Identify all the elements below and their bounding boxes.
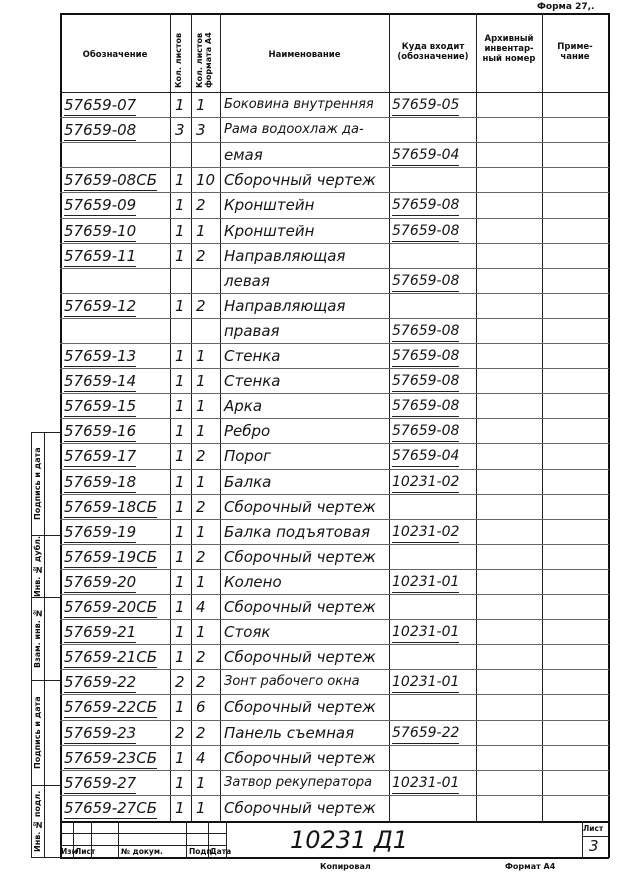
cell-q2: 2 xyxy=(196,247,206,265)
row-line xyxy=(60,343,609,344)
cell-des: 57659-19СБ xyxy=(64,548,157,566)
row-line xyxy=(60,795,609,796)
cell-q2: 4 xyxy=(196,598,206,616)
cell-q1: 1 xyxy=(175,297,185,315)
cell-name: Сборочный чертеж xyxy=(224,548,376,566)
cell-des: 57659-23СБ xyxy=(64,749,157,767)
cell-q1: 1 xyxy=(175,247,185,265)
cell-des: 57659-09 xyxy=(64,196,137,214)
row-line xyxy=(60,669,609,670)
cell-into: 57659-05 xyxy=(392,95,459,116)
side-label-inv-orig: Инв. № подл. xyxy=(33,790,42,852)
cell-name: емая xyxy=(224,146,263,164)
stamp-sheet: Лист xyxy=(75,847,96,856)
cell-q2: 1 xyxy=(196,96,206,114)
stamp-date: Дата xyxy=(210,847,232,856)
cell-into: 10231-01 xyxy=(392,672,459,693)
row-line xyxy=(60,218,609,219)
cell-q2: 2 xyxy=(196,648,206,666)
cell-q2: 2 xyxy=(196,498,206,516)
cell-des: 57659-08 xyxy=(64,121,137,139)
cell-des: 57659-22 xyxy=(64,673,137,691)
row-line xyxy=(60,745,609,746)
cell-name: Балка подъятовая xyxy=(224,523,371,541)
cell-des: 57659-18 xyxy=(64,473,137,491)
cell-des: 57659-20 xyxy=(64,573,137,591)
cell-name: Панель съемная xyxy=(224,724,355,742)
col-line-4 xyxy=(389,13,390,821)
cell-into: 57659-08 xyxy=(392,221,459,242)
cell-q2: 1 xyxy=(196,473,206,491)
col-line-3 xyxy=(220,13,221,821)
side-strip-left xyxy=(31,432,32,857)
cell-name: Сборочный чертеж xyxy=(224,799,376,817)
stamp-change: Изм xyxy=(61,847,78,856)
cell-into: 10231-01 xyxy=(392,773,459,794)
cell-q2: 1 xyxy=(196,774,206,792)
cell-q1: 1 xyxy=(175,774,185,792)
header-qty-sheets-a4: Кол. листов формата А4 xyxy=(195,32,213,88)
row-line xyxy=(60,443,609,444)
cell-into: 10231-01 xyxy=(392,622,459,643)
cell-q2: 2 xyxy=(196,447,206,465)
cell-q1: 1 xyxy=(175,648,185,666)
cell-des: 57659-19 xyxy=(64,523,137,541)
cell-into: 57659-08 xyxy=(392,346,459,367)
side-label-replace-inv: Взам. инв. № xyxy=(33,608,42,669)
side-label-inv-dup: Инв. № дубл. xyxy=(33,535,42,597)
col-line-2 xyxy=(191,13,192,821)
row-line xyxy=(60,720,609,721)
row-line xyxy=(60,770,609,771)
cell-des: 57659-15 xyxy=(64,397,137,415)
cell-name: левая xyxy=(224,272,270,290)
cell-q1: 1 xyxy=(175,372,185,390)
cell-q1: 1 xyxy=(175,623,185,641)
header-name: Наименование xyxy=(268,50,341,60)
row-line xyxy=(60,117,609,118)
frame-bottom xyxy=(60,857,609,859)
cell-q2: 1 xyxy=(196,347,206,365)
cell-q2: 2 xyxy=(196,673,206,691)
cell-q2: 2 xyxy=(196,548,206,566)
frame-right xyxy=(608,13,610,858)
cell-name: Сборочный чертеж xyxy=(224,171,376,189)
cell-q2: 1 xyxy=(196,422,206,440)
cell-des: 57659-23 xyxy=(64,724,137,742)
cell-des: 57659-27 xyxy=(64,774,137,792)
cell-name: Кронштейн xyxy=(224,222,315,240)
cell-name: Направляющая xyxy=(224,247,346,265)
cell-q2: 2 xyxy=(196,724,206,742)
row-line xyxy=(60,368,609,369)
cell-q2: 10 xyxy=(196,171,216,189)
cell-q2: 1 xyxy=(196,397,206,415)
cell-q2: 1 xyxy=(196,799,206,817)
cell-name: Направляющая xyxy=(224,297,346,315)
cell-q1: 1 xyxy=(175,498,185,516)
cell-name: Колено xyxy=(224,573,282,591)
cell-name: Затвор рекуператора xyxy=(224,775,373,790)
row-line xyxy=(60,393,609,394)
cell-des: 57659-11 xyxy=(64,247,137,265)
cell-des: 57659-12 xyxy=(64,297,137,315)
frame-left xyxy=(60,13,62,858)
cell-q2: 2 xyxy=(196,196,206,214)
row-line xyxy=(60,142,609,143)
cell-des: 57659-17 xyxy=(64,447,137,465)
cell-q1: 1 xyxy=(175,96,185,114)
cell-q1: 1 xyxy=(175,573,185,591)
row-line xyxy=(60,293,609,294)
cell-q1: 1 xyxy=(175,422,185,440)
row-line xyxy=(60,569,609,570)
cell-into: 57659-04 xyxy=(392,446,459,467)
stamp-sign: Подп. xyxy=(189,847,215,856)
cell-q1: 1 xyxy=(175,222,185,240)
cell-q2: 1 xyxy=(196,623,206,641)
cell-q1: 1 xyxy=(175,698,185,716)
cell-name: Сборочный чертеж xyxy=(224,648,376,666)
cell-q1: 1 xyxy=(175,347,185,365)
row-line xyxy=(60,243,609,244)
cell-des: 57659-22СБ xyxy=(64,698,157,716)
cell-name: Арка xyxy=(224,397,263,415)
stamp-doc-no: № докум. xyxy=(121,847,163,856)
row-line xyxy=(60,644,609,645)
cell-into: 10231-01 xyxy=(392,572,459,593)
cell-q2: 6 xyxy=(196,698,206,716)
cell-q1: 3 xyxy=(175,121,185,139)
cell-into: 57659-22 xyxy=(392,723,459,744)
cell-des: 57659-07 xyxy=(64,96,137,114)
cell-q1: 2 xyxy=(175,673,185,691)
header-designation: Обозначение xyxy=(82,50,148,60)
cell-q1: 1 xyxy=(175,473,185,491)
cell-name: Боковина внутренняя xyxy=(224,97,374,112)
row-line xyxy=(60,519,609,520)
row-line xyxy=(60,268,609,269)
row-line xyxy=(60,694,609,695)
stamp-top-line xyxy=(60,821,609,823)
footer-copied: Копировал xyxy=(320,862,371,871)
cell-name: правая xyxy=(224,322,280,340)
cell-name: Зонт рабочего окна xyxy=(224,674,360,689)
side-label-sign-date-2: Подпись и дата xyxy=(33,696,42,769)
stamp-sheet-label: Лист xyxy=(583,824,604,833)
cell-q1: 1 xyxy=(175,171,185,189)
form-label: Форма 27,. xyxy=(537,2,595,12)
header-qty-sheets: Кол. листов xyxy=(174,32,183,88)
cell-name: Сборочный чертеж xyxy=(224,498,376,516)
cell-name: Балка xyxy=(224,473,272,491)
cell-q1: 1 xyxy=(175,447,185,465)
row-line xyxy=(60,418,609,419)
row-line xyxy=(60,469,609,470)
header-note: Приме-чание xyxy=(557,42,593,62)
cell-des: 57659-21 xyxy=(64,623,137,641)
cell-q1: 1 xyxy=(175,523,185,541)
cell-name: Стенка xyxy=(224,347,281,365)
col-line-5 xyxy=(476,13,477,821)
row-line xyxy=(60,619,609,620)
header-goes-into: Куда входит (обозначение) xyxy=(397,42,469,62)
cell-q2: 3 xyxy=(196,121,206,139)
cell-q1: 2 xyxy=(175,724,185,742)
cell-q2: 1 xyxy=(196,222,206,240)
cell-into: 10231-02 xyxy=(392,472,459,493)
cell-into: 57659-08 xyxy=(392,421,459,442)
cell-name: Порог xyxy=(224,447,272,465)
cell-q2: 4 xyxy=(196,749,206,767)
cell-q2: 1 xyxy=(196,573,206,591)
stamp-sheet-number: 3 xyxy=(589,837,599,855)
cell-into: 57659-08 xyxy=(392,271,459,292)
cell-q1: 1 xyxy=(175,196,185,214)
cell-des: 57659-18СБ xyxy=(64,498,157,516)
cell-name: Стенка xyxy=(224,372,281,390)
cell-q1: 1 xyxy=(175,598,185,616)
row-line xyxy=(60,494,609,495)
cell-q1: 1 xyxy=(175,749,185,767)
cell-into: 57659-08 xyxy=(392,195,459,216)
row-line xyxy=(60,167,609,168)
cell-q1: 1 xyxy=(175,397,185,415)
cell-name: Рама водоохлаж да- xyxy=(224,122,364,137)
cell-into: 57659-08 xyxy=(392,371,459,392)
cell-into: 57659-08 xyxy=(392,321,459,342)
cell-q2: 2 xyxy=(196,297,206,315)
cell-name: Сборочный чертеж xyxy=(224,598,376,616)
cell-name: Сборочный чертеж xyxy=(224,749,376,767)
cell-des: 57659-14 xyxy=(64,372,137,390)
frame-top xyxy=(60,13,609,15)
row-line xyxy=(60,544,609,545)
row-line xyxy=(60,192,609,193)
cell-into: 57659-08 xyxy=(392,396,459,417)
footer-format: Формат А4 xyxy=(505,862,556,871)
cell-des: 57659-20СБ xyxy=(64,598,157,616)
cell-into: 10231-02 xyxy=(392,522,459,543)
header-bottom-line xyxy=(60,92,609,93)
header-archive: Архивный инвентар-ный номер xyxy=(482,34,536,64)
cell-des: 57659-10 xyxy=(64,222,137,240)
cell-des: 57659-08СБ xyxy=(64,171,157,189)
cell-name: Ребро xyxy=(224,422,271,440)
cell-name: Кронштейн xyxy=(224,196,315,214)
cell-des: 57659-16 xyxy=(64,422,137,440)
cell-des: 57659-21СБ xyxy=(64,648,157,666)
cell-q2: 1 xyxy=(196,372,206,390)
side-strip-mid xyxy=(44,432,45,857)
col-line-6 xyxy=(542,13,543,821)
cell-into: 57659-04 xyxy=(392,145,459,166)
stamp-document-code: 10231 Д1 xyxy=(290,826,408,854)
cell-q1: 1 xyxy=(175,799,185,817)
cell-name: Сборочный чертеж xyxy=(224,698,376,716)
row-line xyxy=(60,594,609,595)
cell-name: Стояк xyxy=(224,623,271,641)
cell-des: 57659-13 xyxy=(64,347,137,365)
row-line xyxy=(60,318,609,319)
cell-q2: 1 xyxy=(196,523,206,541)
cell-des: 57659-27СБ xyxy=(64,799,157,817)
cell-q1: 1 xyxy=(175,548,185,566)
col-line-1 xyxy=(170,13,171,821)
side-label-sign-date-1: Подпись и дата xyxy=(33,447,42,520)
